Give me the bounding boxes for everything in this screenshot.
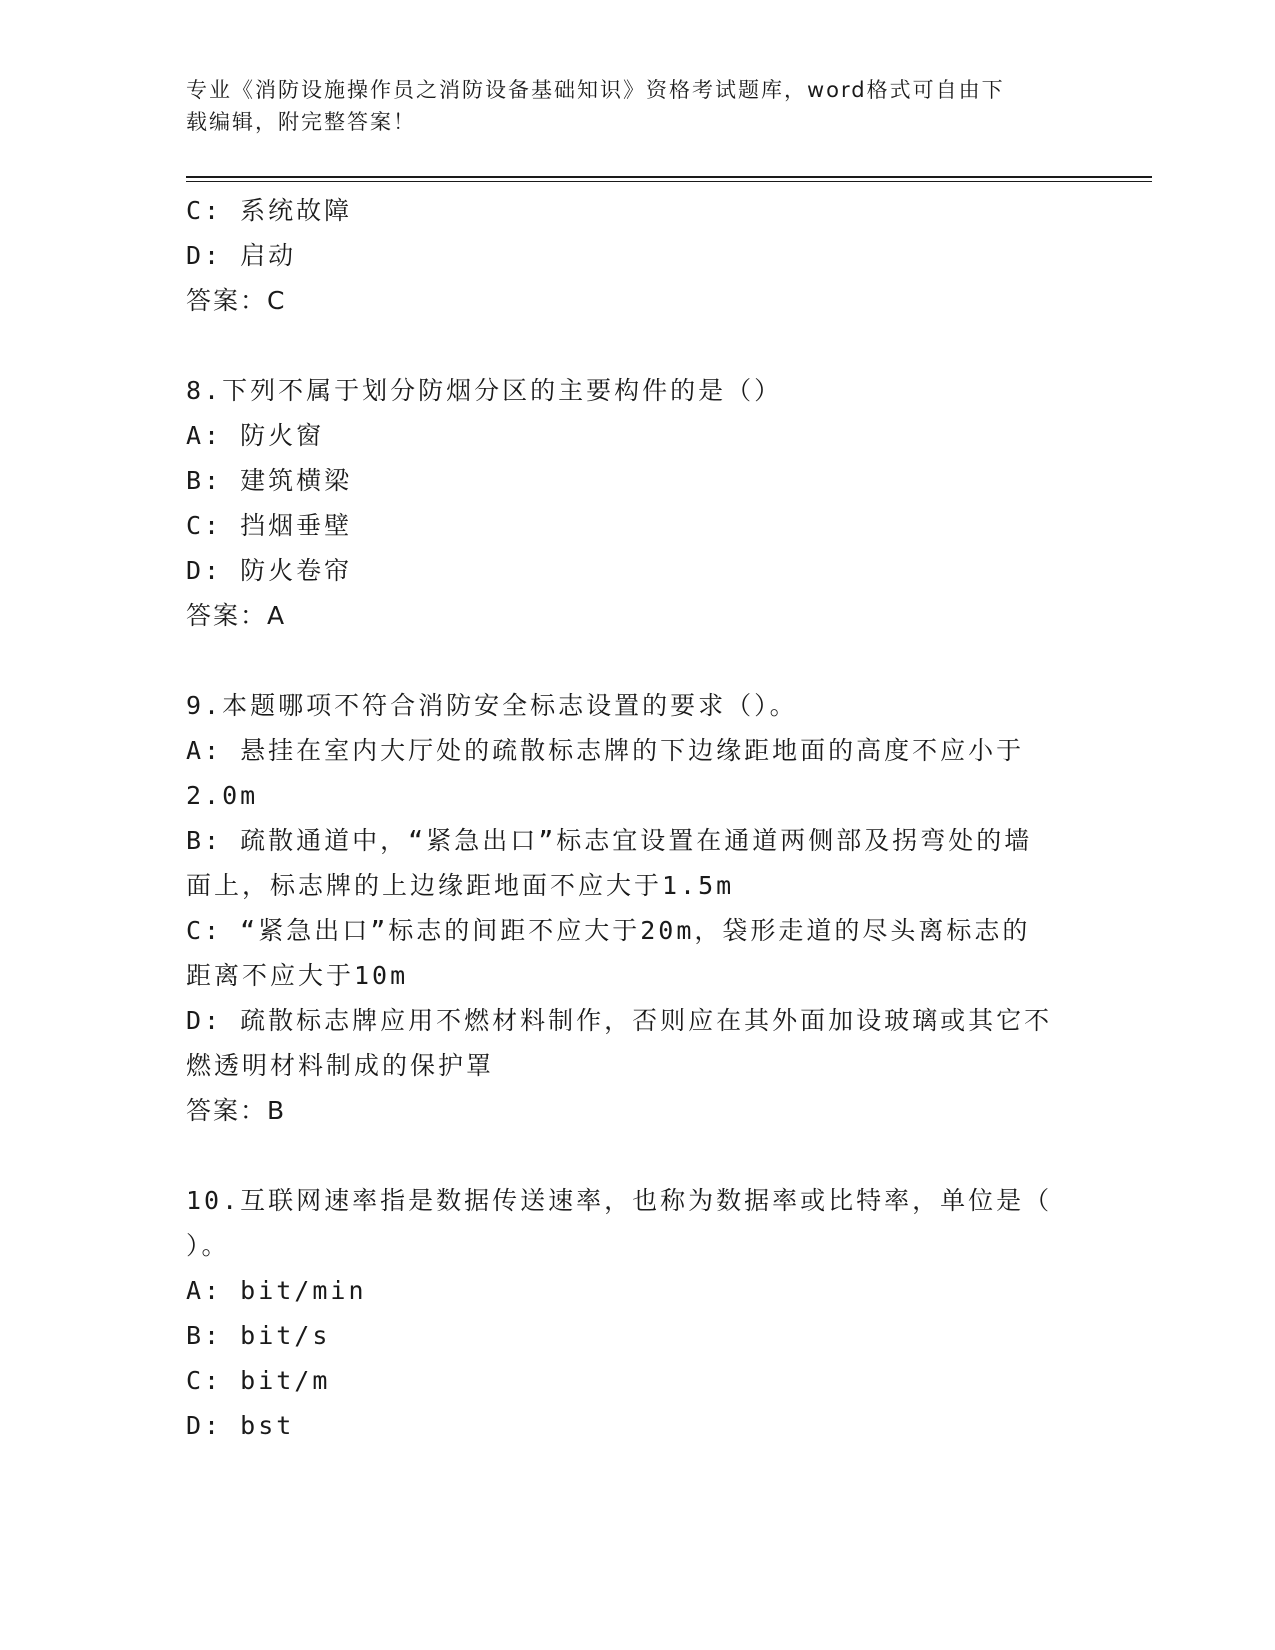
option-c: C: “紧急出口”标志的间距不应大于20m，袋形走道的尽头离标志的	[186, 916, 1031, 945]
option-a: A: 防火窗	[186, 421, 325, 450]
option-d: D: 防火卷帘	[186, 556, 353, 585]
option-a: A: 悬挂在室内大厅处的疏散标志牌的下边缘距地面的高度不应小于	[186, 736, 1025, 765]
question-stem: 8.下列不属于划分防烟分区的主要构件的是（）	[186, 376, 783, 405]
option-c: C: 挡烟垂壁	[186, 511, 353, 540]
answer-label: 答案：C	[186, 286, 287, 315]
header-line-2: 载编辑，附完整答案！	[186, 110, 416, 134]
question-10	[186, 1178, 1086, 1448]
previous-question-block	[186, 188, 1086, 323]
option-a-continued: 2.0m	[186, 781, 259, 810]
option-b: B: 建筑横梁	[186, 466, 353, 495]
question-9	[186, 683, 1086, 1133]
answer-label: 答案：B	[186, 1096, 287, 1125]
option-b-continued: 面上，标志牌的上边缘距地面不应大于1.5m	[186, 871, 735, 900]
question-stem: 10.互联网速率指是数据传送速率，也称为数据率或比特率，单位是（	[186, 1186, 1053, 1215]
spacer	[186, 638, 1086, 683]
question-8	[186, 368, 1086, 638]
option-d: D: 疏散标志牌应用不燃材料制作，否则应在其外面加设玻璃或其它不	[186, 1006, 1053, 1035]
option-d-continued: 燃透明材料制成的保护罩	[186, 1051, 495, 1080]
option-b: B: bit/s	[186, 1321, 331, 1350]
option-d: D: 启动	[186, 241, 297, 270]
spacer	[186, 323, 1086, 368]
header-divider	[186, 176, 1152, 182]
spacer	[186, 1133, 1086, 1178]
option-a: A: bit/min	[186, 1276, 367, 1305]
option-b: B: 疏散通道中，“紧急出口”标志宜设置在通道两侧部及拐弯处的墙	[186, 826, 1033, 855]
question-stem-continued: ）。	[186, 1231, 230, 1260]
header-line-1: 专业《消防设施操作员之消防设备基础知识》资格考试题库，word格式可自由下	[186, 78, 1005, 102]
option-c: C: 系统故障	[186, 196, 353, 225]
question-content	[186, 188, 1086, 1448]
option-c-continued: 距离不应大于10m	[186, 961, 409, 990]
document-header	[186, 74, 1086, 138]
option-d: D: bst	[186, 1411, 295, 1440]
answer-label: 答案：A	[186, 601, 287, 630]
option-c: C: bit/m	[186, 1366, 331, 1395]
question-stem: 9.本题哪项不符合消防安全标志设置的要求（）。	[186, 691, 798, 720]
